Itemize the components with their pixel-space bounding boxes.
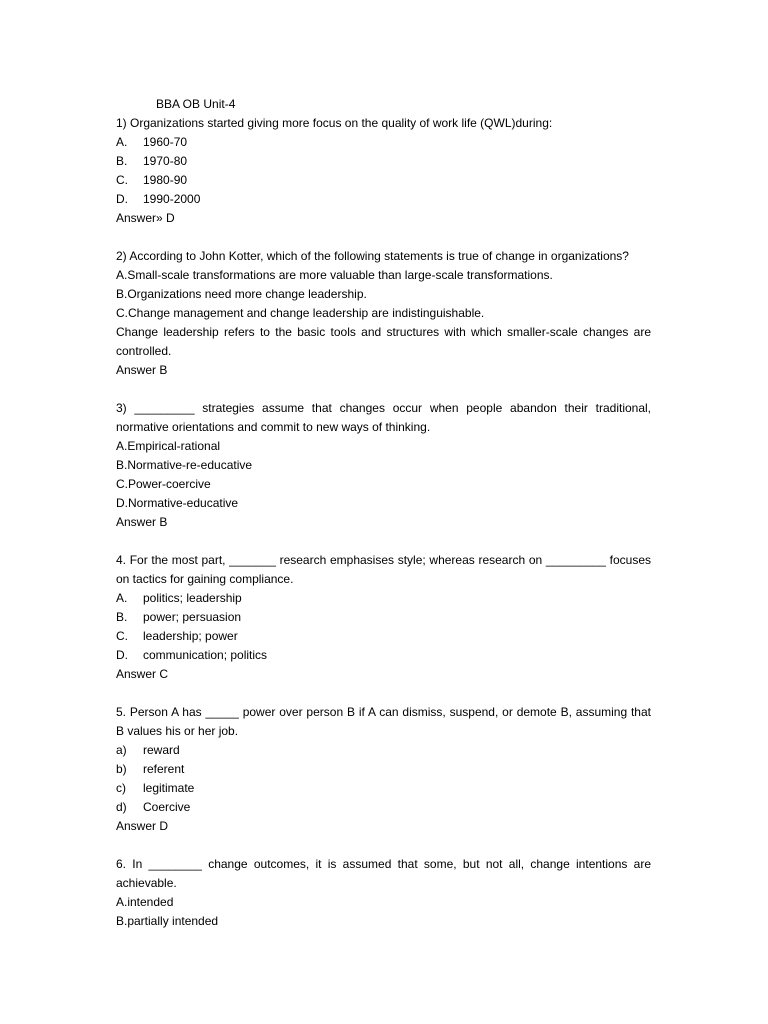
question-5-text: 5. Person A has _____ power over person B if A can dismiss, suspend, or demote B, assuming that B values his or her job. — [116, 705, 651, 738]
question-1-option-d: D. 1990-2000 — [116, 192, 201, 206]
question-6-text: 6. In ________ change outcomes, it is assumed that some, but not all, change intentions are achievable. — [116, 857, 651, 890]
question-4-answer: Answer C — [116, 667, 169, 681]
question-6-option-b: B.partially intended — [116, 914, 219, 928]
question-3-text: 3) _________ strategies assume that changes occur when people abandon their traditional, normative orientations and commit to new ways of thinking. — [116, 401, 651, 434]
question-1-option-b: B. 1970-80 — [116, 154, 188, 168]
question-5-option-b: b) referent — [116, 762, 185, 776]
question-3-option-c: C.Power-coercive — [116, 477, 211, 491]
question-3-option-b: B.Normative-re-educative — [116, 458, 253, 472]
question-6-option-a: A.intended — [116, 895, 174, 909]
document-body — [116, 95, 651, 931]
question-2-answer: Answer B — [116, 363, 168, 377]
question-4-option-c: C. leadership; power — [116, 629, 238, 643]
question-4-option-d: D. communication; politics — [116, 648, 268, 662]
question-1-option-c: C. 1980-90 — [116, 173, 188, 187]
question-1-text: 1) Organizations started giving more focus on the quality of work life (QWL)during: — [116, 116, 553, 130]
question-4-option-a: A. politics; leadership — [116, 591, 242, 605]
question-1-option-a: A. 1960-70 — [116, 135, 188, 149]
question-5-option-d: d) Coercive — [116, 800, 191, 814]
document-title: BBA OB Unit-4 — [156, 97, 236, 111]
question-3-answer: Answer B — [116, 515, 168, 529]
question-4-text: 4. For the most part, _______ research emphasises style; whereas research on _________ focuses on tactics for gaining compliance. — [116, 553, 651, 586]
question-2-option-b: B.Organizations need more change leadership. — [116, 287, 367, 301]
question-3-option-a: A.Empirical-rational — [116, 439, 221, 453]
question-4-option-b: B. power; persuasion — [116, 610, 242, 624]
question-2-paragraph: Change leadership refers to the basic tools and structures with which smaller-scale changes are controlled. — [116, 325, 651, 358]
question-5-answer: Answer D — [116, 819, 169, 833]
question-1-answer: Answer» D — [116, 211, 175, 225]
question-2-text: 2) According to John Kotter, which of the following statements is true of change in organizations? — [116, 249, 629, 263]
question-3-option-d: D.Normative-educative — [116, 496, 239, 510]
question-2-option-c: C.Change management and change leadership are indistinguishable. — [116, 306, 485, 320]
question-2-option-a: A.Small-scale transformations are more valuable than large-scale transformations. — [116, 268, 553, 282]
question-5-option-a: a) reward — [116, 743, 180, 757]
question-5-option-c: c) legitimate — [116, 781, 195, 795]
